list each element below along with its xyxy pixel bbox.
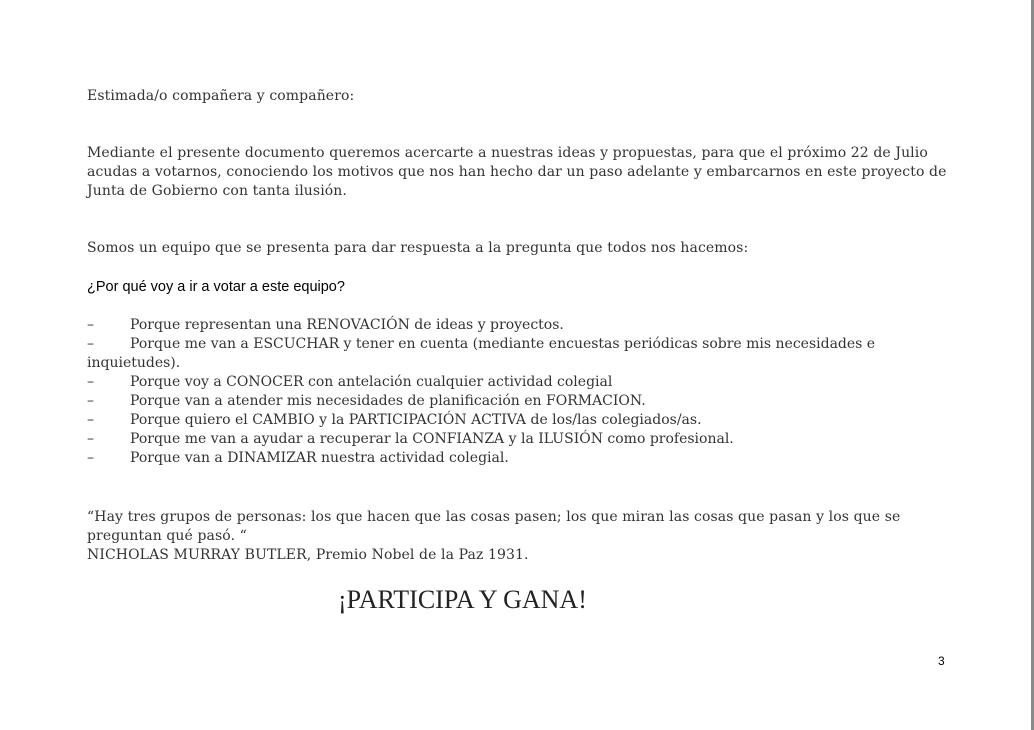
team-statement: Somos un equipo que se presenta para dar respuesta a la pregunta que todos nos hacemos: <box>87 240 749 256</box>
reason-text: Porque quiero el CAMBIO y la PARTICIPACIÓN ACTIVA de los/las colegiados/as. <box>130 412 702 428</box>
reason-item <box>87 392 947 411</box>
intro-paragraph: Mediante el presente documento queremos acercarte a nuestras ideas y propuestas, para que el próximo 22 de Julio acudas a votarnos, conociendo los motivos que nos han hecho dar un paso adelante y embarcarnos en este proyecto de Junta de Gobierno con tanta ilusión. <box>87 145 947 199</box>
reason-item <box>87 430 947 449</box>
greeting-text: Estimada/o compañera y compañero: <box>87 88 355 104</box>
quote-text: “Hay tres grupos de personas: los que hacen que las cosas pasen; los que miran las cosas que pasan y los que se preguntan qué pasó. “ <box>87 509 901 544</box>
bullet-dash: – <box>87 393 94 409</box>
bullet-dash: – <box>87 374 94 390</box>
reason-item <box>87 335 947 373</box>
bullet-dash: – <box>87 450 94 466</box>
page-number: 3 <box>938 654 945 668</box>
reason-item <box>87 411 947 430</box>
reason-text: Porque me van a ESCUCHAR y tener en cuenta (mediante encuestas periódicas sobre mis necesidades e inquietudes). <box>87 336 876 371</box>
reason-item <box>87 373 947 392</box>
reason-text: Porque van a atender mis necesidades de planificación en FORMACION. <box>130 393 646 409</box>
quote-author: NICHOLAS MURRAY BUTLER, Premio Nobel de la Paz 1931. <box>87 547 529 563</box>
reason-item <box>87 316 947 335</box>
bullet-dash: – <box>87 317 94 333</box>
question-heading: ¿Por qué voy a ir a votar a este equipo? <box>87 279 345 295</box>
bullet-dash: – <box>87 336 94 352</box>
reason-text: Porque voy a CONOCER con antelación cualquier actividad colegial <box>130 374 613 390</box>
bullet-dash: – <box>87 431 94 447</box>
quote-block <box>87 508 947 565</box>
reason-text: Porque representan una RENOVACIÓN de ideas y proyectos. <box>130 317 564 333</box>
bullet-dash: – <box>87 412 94 428</box>
reason-text: Porque me van a ayudar a recuperar la CONFIANZA y la ILUSIÓN como profesional. <box>130 431 734 447</box>
reasons-list <box>87 316 947 468</box>
reason-text: Porque van a DINAMIZAR nuestra actividad colegial. <box>130 450 509 466</box>
slogan-heading: ¡PARTICIPA Y GANA! <box>338 585 587 614</box>
reason-item <box>87 449 947 468</box>
